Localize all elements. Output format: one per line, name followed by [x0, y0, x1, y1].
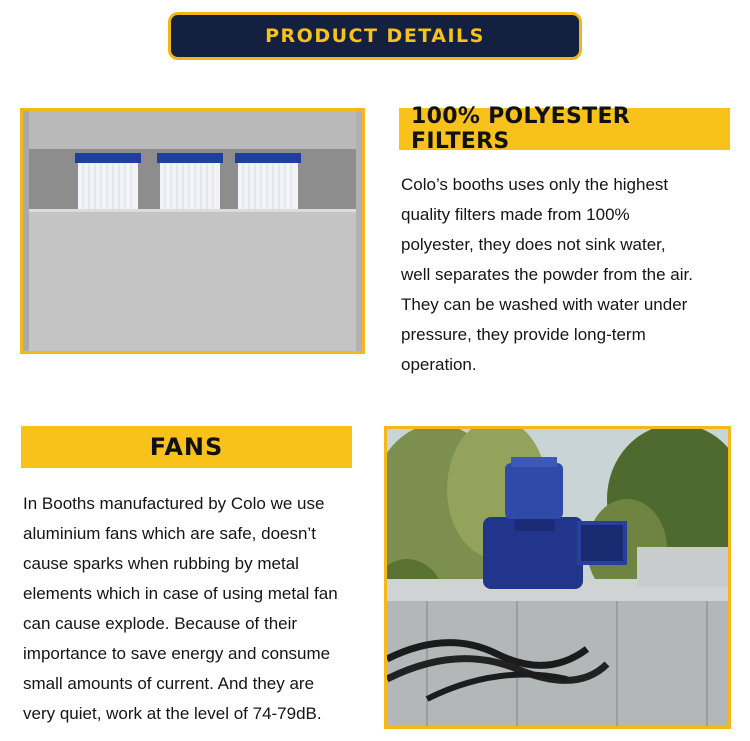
- filters-description: [401, 170, 736, 380]
- header-banner: [168, 12, 582, 60]
- text-line: polyester, they does not sink water,: [401, 235, 666, 254]
- text-line: cause sparks when rubbing by metal: [23, 554, 299, 573]
- filters-photo: [20, 108, 365, 354]
- section-title-fans: [21, 426, 352, 468]
- text-line: importance to save energy and consume: [23, 644, 331, 663]
- filter-cartridge-3: [235, 153, 301, 211]
- page-title: PRODUCT DETAILS: [265, 25, 485, 47]
- filter-cartridge-1: [75, 153, 141, 211]
- section-title-filters-text: 100% POLYESTER FILTERS: [411, 104, 631, 154]
- fans-photo: [384, 426, 731, 729]
- text-line: In Booths manufactured by Colo we use: [23, 494, 325, 513]
- text-line: small amounts of current. And they are: [23, 674, 315, 693]
- text-line: very quiet, work at the level of 74-79dB.: [23, 704, 322, 723]
- filter-cartridge-2: [157, 153, 223, 211]
- fan-illustration: [387, 429, 728, 726]
- text-line: pressure, they provide long-term: [401, 325, 646, 344]
- text-line: Colo’s booths uses only the highest: [401, 175, 669, 194]
- text-line: well separates the powder from the air.: [401, 265, 693, 284]
- filters-illustration: [23, 111, 362, 351]
- text-line: operation.: [401, 355, 477, 374]
- text-line: can cause explode. Because of their: [23, 614, 298, 633]
- section-title-fans-text: FANS: [149, 433, 224, 461]
- text-line: elements which in case of using metal fan: [23, 584, 338, 603]
- fans-description: [23, 489, 373, 729]
- text-line: aluminium fans which are safe, doesn’t: [23, 524, 316, 543]
- text-line: They can be washed with water under: [401, 295, 688, 314]
- section-title-filters: [399, 104, 730, 154]
- text-line: quality filters made from 100%: [401, 205, 630, 224]
